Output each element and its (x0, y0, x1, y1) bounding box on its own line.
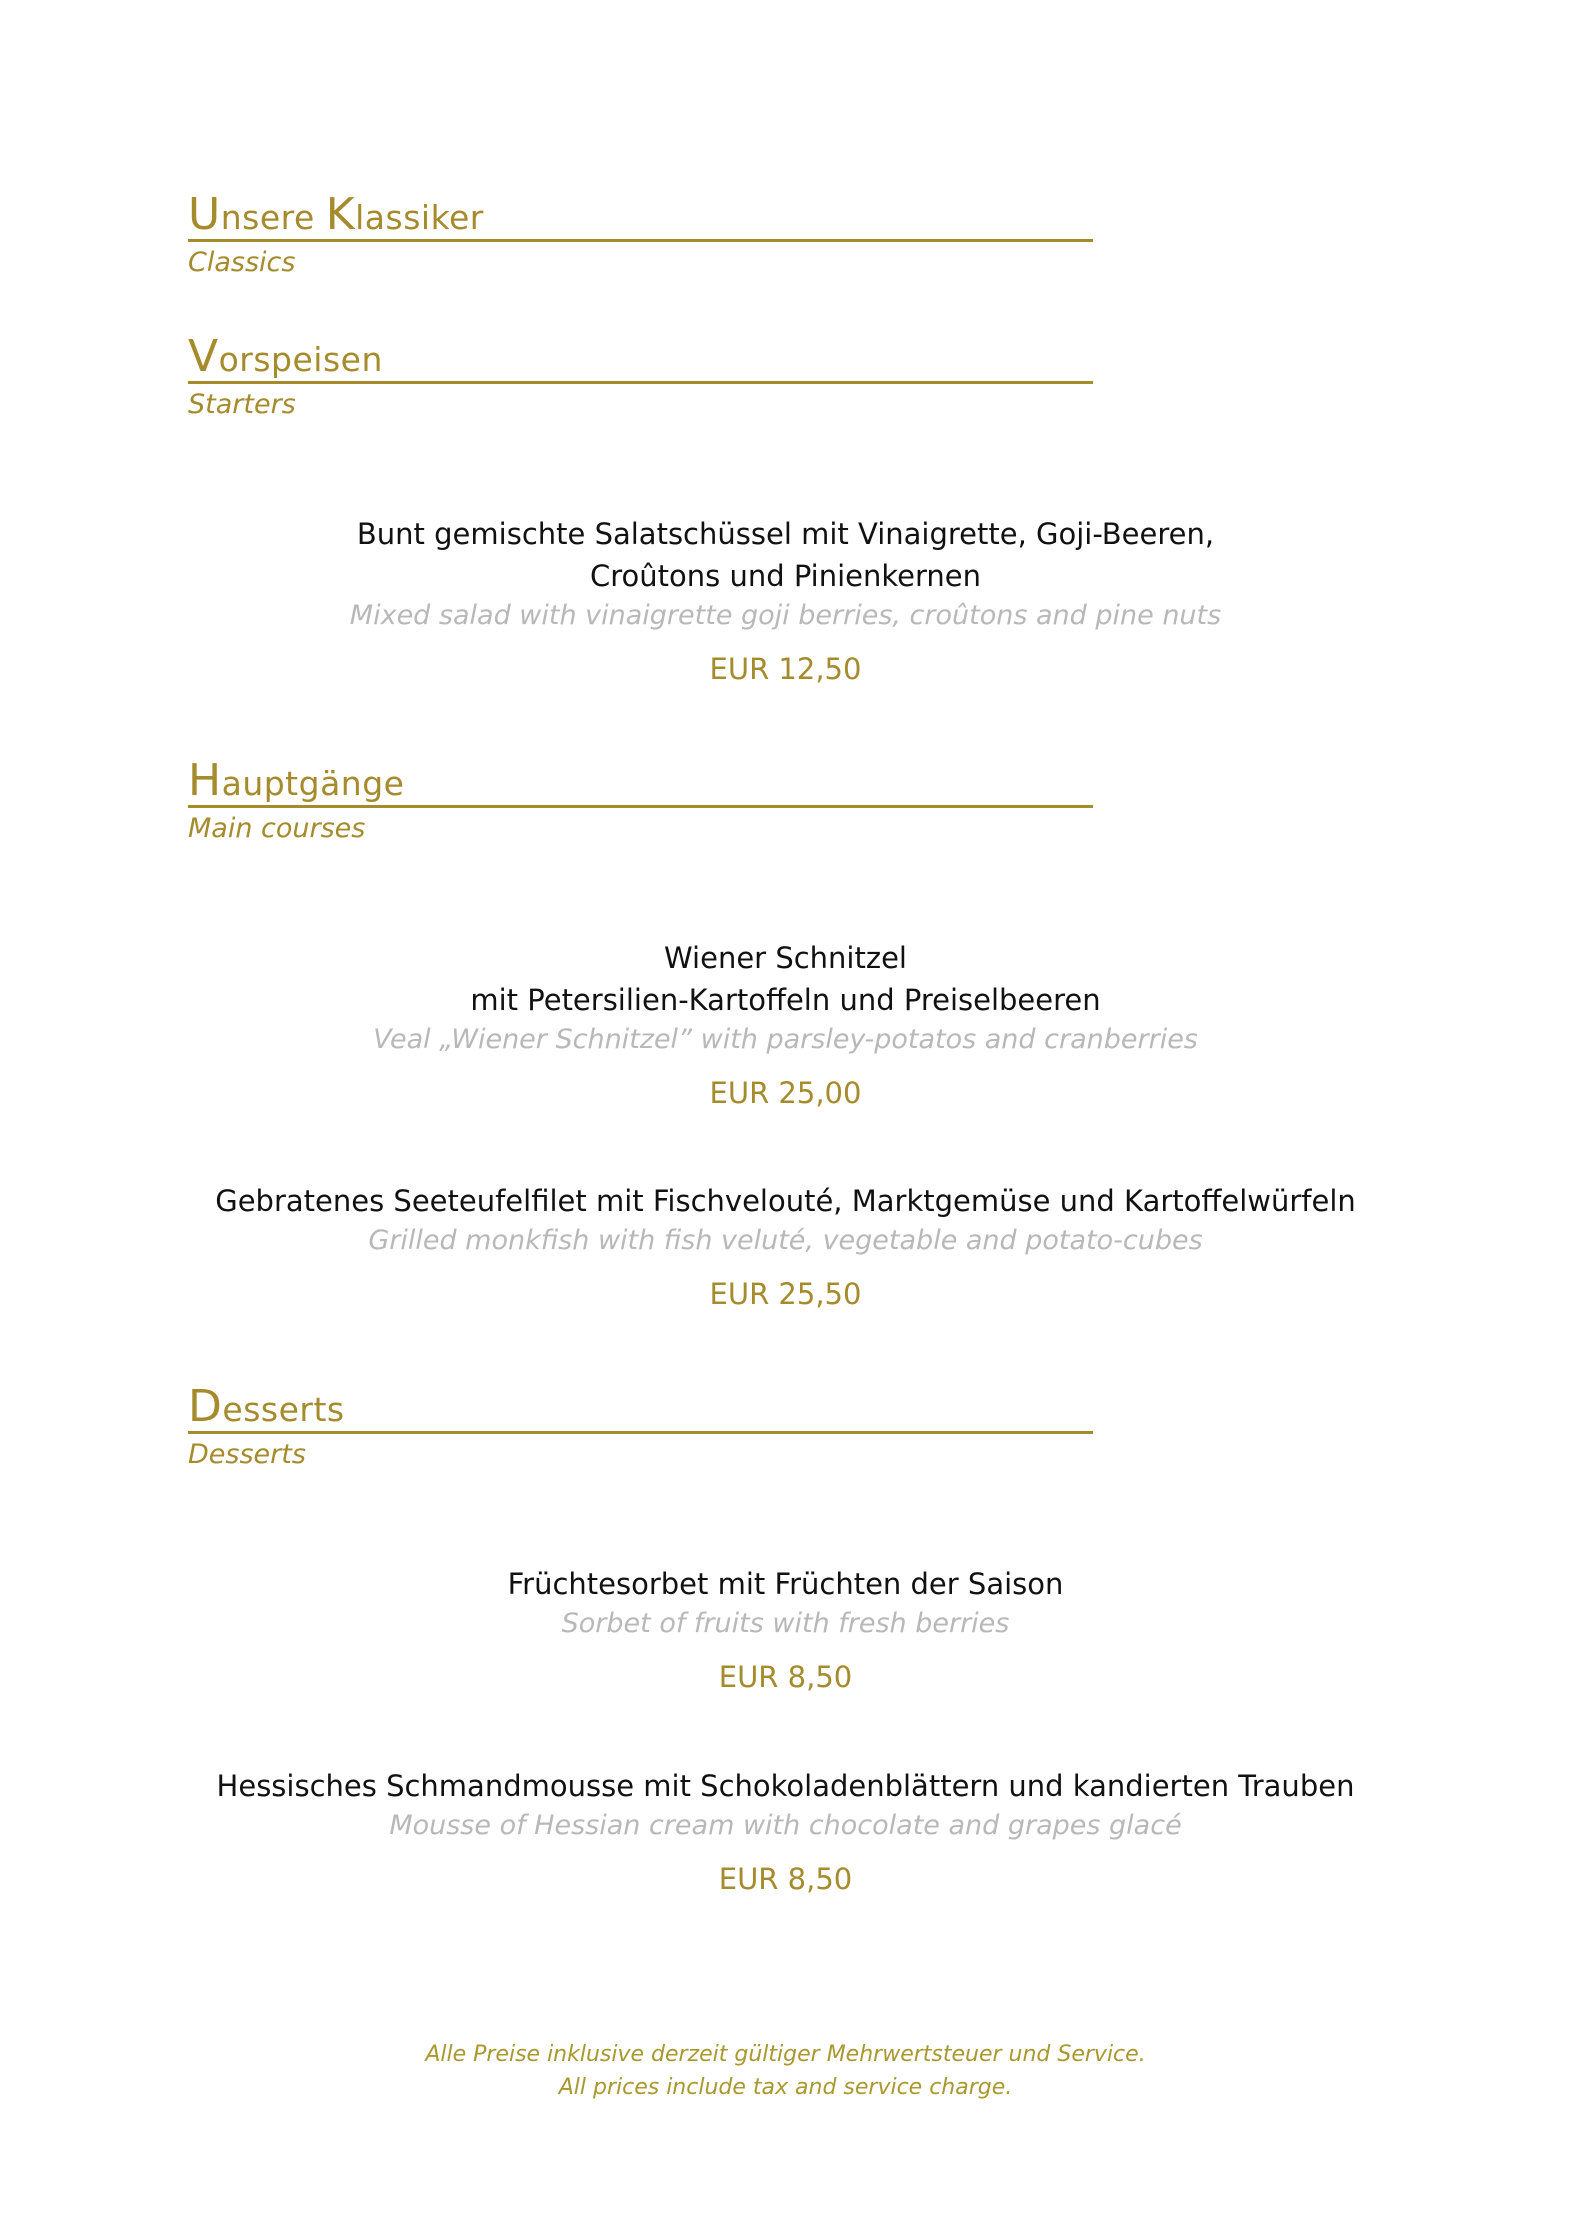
dish-price: EUR 25,00 (709, 1076, 862, 1110)
dish-name-line: Wiener Schnitzel (664, 941, 907, 975)
section-main-courses (188, 755, 1093, 846)
dish-mousse (0, 1765, 1571, 1899)
dish-name-line: Früchtesorbet mit Früchten der Saison (507, 1567, 1064, 1601)
dish-name-line: Croûtons und Pinienkernen (589, 559, 982, 593)
dish-monkfish (0, 1180, 1571, 1314)
dish-name-line: Hessisches Schmandmousse mit Schokoladenblättern und kandierten Trauben (216, 1769, 1355, 1803)
title-initial: D (188, 1381, 223, 1432)
title-text: auptgänge (221, 764, 405, 803)
title-initial: U (188, 189, 221, 240)
dish-schnitzel (0, 937, 1571, 1113)
dish-price: EUR 8,50 (718, 1660, 853, 1694)
dish-salad (0, 513, 1571, 689)
section-title-starters (188, 331, 1093, 384)
dish-name-line: mit Petersilien-Kartoffeln und Preiselbeeren (470, 983, 1101, 1017)
title-initial: K (325, 189, 356, 240)
section-title-classics (188, 189, 1093, 242)
title-text: nsere (220, 198, 326, 237)
section-title-main-courses (188, 755, 1093, 808)
section-subtitle-desserts: Desserts (188, 1439, 306, 1470)
section-classics (188, 189, 1093, 280)
dish-english: Mixed salad with vinaigrette goji berries, croûtons and pine nuts (349, 600, 1222, 631)
footnote-german: Alle Preise inklusive derzeit gültiger Mehrwertsteuer und Service. (425, 2042, 1146, 2067)
price-footnote (0, 2038, 1571, 2104)
dish-name-line: Gebratenes Seeteufelfilet mit Fischvelouté, Marktgemüse und Kartoffelwürfeln (215, 1184, 1356, 1218)
dish-price: EUR 25,50 (709, 1277, 862, 1311)
section-subtitle-main-courses: Main courses (188, 813, 366, 844)
dish-english: Veal „Wiener Schnitzel” with parsley-potatos and cranberries (373, 1024, 1198, 1055)
title-text: esserts (222, 1390, 345, 1429)
dish-english: Grilled monkfish with fish veluté, vegetable and potato-cubes (368, 1225, 1203, 1256)
title-text: lassiker (355, 198, 484, 237)
section-title-desserts (188, 1381, 1093, 1434)
section-subtitle-classics: Classics (188, 247, 296, 278)
section-desserts (188, 1381, 1093, 1472)
title-initial: H (188, 755, 222, 806)
dish-sorbet (0, 1563, 1571, 1697)
dish-price: EUR 8,50 (718, 1862, 853, 1896)
dish-price: EUR 12,50 (709, 652, 862, 686)
section-starters (188, 331, 1093, 422)
dish-name-line: Bunt gemischte Salatschüssel mit Vinaigrette, Goji-Beeren, (356, 517, 1215, 551)
title-initial: V (188, 331, 219, 382)
dish-english: Mousse of Hessian cream with chocolate and grapes glacé (389, 1810, 1182, 1841)
dish-english: Sorbet of fruits with fresh berries (561, 1608, 1010, 1639)
section-subtitle-starters: Starters (188, 389, 296, 420)
title-text: orspeisen (218, 340, 383, 379)
footnote-english: All prices include tax and service charge. (558, 2075, 1013, 2100)
